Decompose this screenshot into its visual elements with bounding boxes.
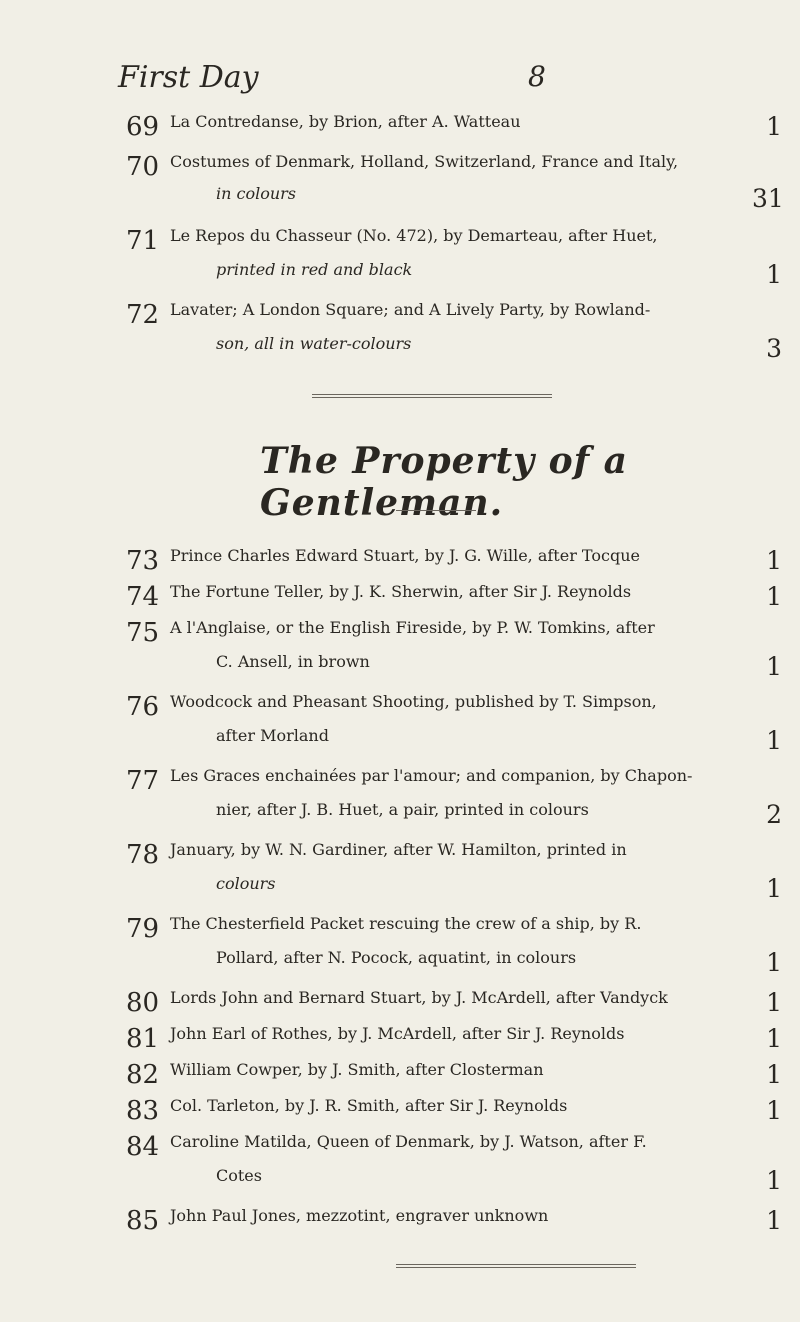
lot-quantity: 1 [766,726,782,755]
day-title: First Day [118,60,259,95]
lot-number: 70 [126,152,160,182]
lot-quantity: 1 [766,546,782,575]
lot-quantity: 2 [766,800,782,829]
lot-description: A l'Anglaise, or the English Fireside, by P. W. Tomkins, after [170,618,655,637]
lot-number: 75 [126,618,160,648]
lot-description-cont: Pollard, after N. Pocock, aquatint, in colours [216,948,577,967]
lot-quantity: 1 [766,1024,782,1053]
lot-quantity: 1 [766,874,782,903]
lot-quantity: 1 [766,1166,782,1195]
divider-rule-short [396,510,476,511]
lot-number: 84 [126,1132,160,1162]
page-number: 8 [528,60,546,93]
lot-description-cont: nier, after J. B. Huet, a pair, printed in colours [216,800,589,819]
lot-description: Costumes of Denmark, Holland, Switzerland, France and Italy, [170,152,679,171]
lot-description: La Contredanse, by Brion, after A. Watteau [170,112,521,131]
lot-quantity: 1 [766,582,782,611]
lot-number: 76 [126,692,160,722]
lot-description: Lords John and Bernard Stuart, by J. McArdell, after Vandyck [170,988,668,1007]
divider-rule-bottom [396,1264,636,1268]
lot-number: 81 [126,1024,160,1054]
lot-description: The Fortune Teller, by J. K. Sherwin, after Sir J. Reynolds [170,582,632,601]
lot-number: 71 [126,226,160,256]
lot-number: 77 [126,766,160,796]
lot-number: 72 [126,300,160,330]
lot-number: 74 [126,582,160,612]
page-header [118,60,658,100]
lot-number: 82 [126,1060,160,1090]
lot-quantity: 1 [766,1060,782,1089]
divider-rule [312,394,552,398]
lot-number: 69 [126,112,160,142]
lot-quantity: 1 [766,1096,782,1125]
lot-quantity: 1 [766,988,782,1017]
lot-number: 78 [126,840,160,870]
lot-number: 83 [126,1096,160,1126]
lot-description-cont: after Morland [216,726,329,745]
lot-description-cont: son, all in water-colours [216,334,412,353]
lot-quantity: 3 [766,334,782,363]
lot-quantity: 1 [766,1206,782,1235]
lot-description-cont: colours [216,874,276,893]
lot-quantity: 1 [766,260,782,289]
section-title: The Property of a Gentleman. [260,440,628,524]
lot-number: 80 [126,988,160,1018]
lot-number: 79 [126,914,160,944]
lot-description: Caroline Matilda, Queen of Denmark, by J. Watson, after F. [170,1132,647,1151]
lot-quantity: 1 [766,948,782,977]
lot-description-cont: Cotes [216,1166,262,1185]
lot-description-cont: printed in red and black [216,260,413,279]
lot-quantity: 31 [752,184,784,213]
lot-description: William Cowper, by J. Smith, after Closterman [170,1060,544,1079]
lot-number: 73 [126,546,160,576]
lot-description: Prince Charles Edward Stuart, by J. G. Wille, after Tocque [170,546,640,565]
lot-description: John Paul Jones, mezzotint, engraver unknown [170,1206,549,1225]
lot-description: Woodcock and Pheasant Shooting, published by T. Simpson, [170,692,657,711]
lot-description: The Chesterfield Packet rescuing the crew of a ship, by R. [170,914,642,933]
lot-description: John Earl of Rothes, by J. McArdell, after Sir J. Reynolds [170,1024,625,1043]
lot-number: 85 [126,1206,160,1236]
lot-quantity: 1 [766,112,782,141]
lot-quantity: 1 [766,652,782,681]
lot-description: Le Repos du Chasseur (No. 472), by Demarteau, after Huet, [170,226,658,245]
lot-description: Col. Tarleton, by J. R. Smith, after Sir J. Reynolds [170,1096,568,1115]
lot-description: January, by W. N. Gardiner, after W. Hamilton, printed in [170,840,627,859]
lot-description-cont: in colours [216,184,297,203]
lot-description: Lavater; A London Square; and A Lively Party, by Rowland- [170,300,651,319]
lot-description-cont: C. Ansell, in brown [216,652,370,671]
lot-description: Les Graces enchainées par l'amour; and companion, by Chapon- [170,766,693,785]
